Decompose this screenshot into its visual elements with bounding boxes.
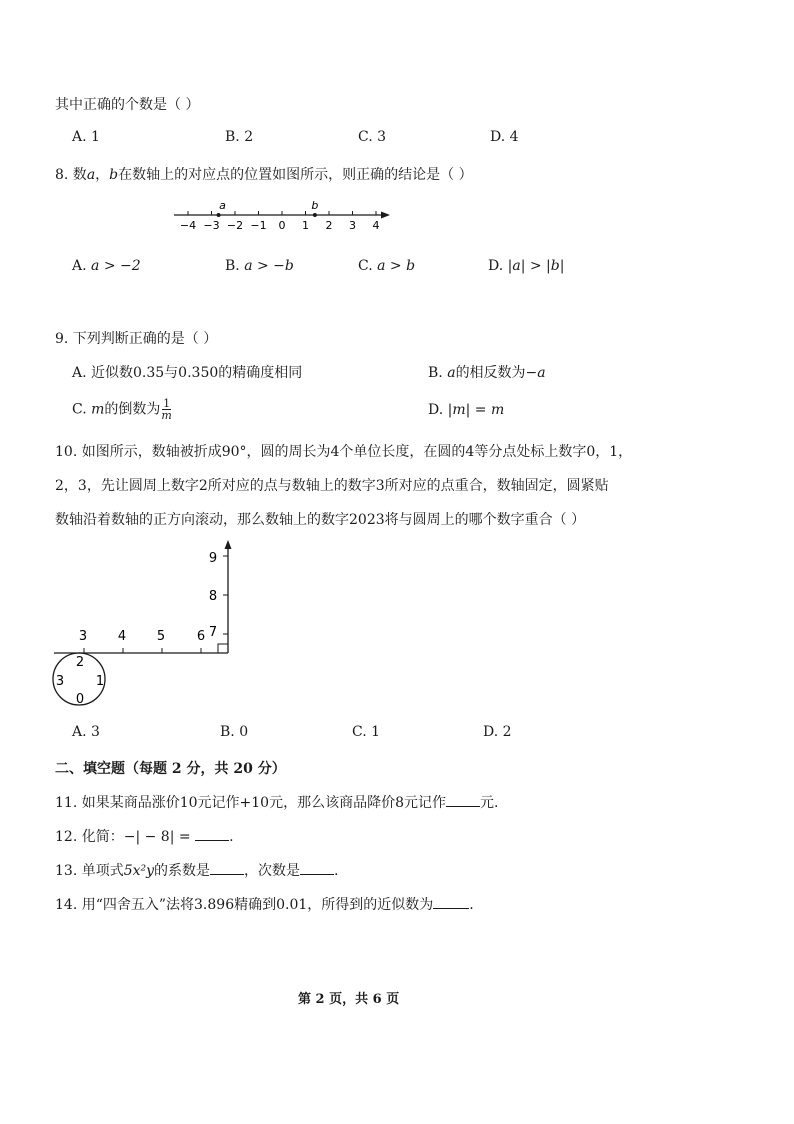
q7-stem: 其中正确的个数是（ ） (55, 97, 200, 113)
q10-stem-line2: 2，3，先让圆周上数字2所对应的点与数轴上的数字3所对应的点重合，数轴固定，圆紧贴 (55, 478, 609, 494)
fold-label-6: 6 (196, 629, 206, 644)
tick-label: −3 (203, 219, 220, 232)
tick-label: 3 (349, 219, 356, 232)
circle-label-3: 3 (55, 674, 65, 689)
point-b-label: b (311, 199, 319, 212)
section-fill-in-title: 二、填空题（每题 2 分，共 20 分） (55, 761, 286, 777)
q10-option-c: C. 1 (352, 724, 381, 740)
tick-label: 4 (372, 219, 380, 232)
q8-option-a: A. a > −2 (72, 258, 141, 274)
q14-answer-blank (433, 896, 469, 909)
q7-option-a: A. 1 (72, 129, 100, 145)
q10-option-a: A. 3 (72, 724, 100, 740)
fold-label-5: 5 (156, 629, 166, 644)
q10-stem-line1: 10. 如图所示，数轴被折成90°，圆的周长为4个单位长度，在圆的4等分点处标上数字0，1， (55, 444, 633, 460)
point-b (313, 213, 317, 217)
fold-label-8: 8 (208, 589, 218, 604)
circle-label-0: 0 (75, 692, 85, 707)
circle-label-1: 1 (95, 674, 105, 689)
q12-answer-blank (195, 828, 229, 841)
q13-degree-blank (300, 862, 334, 875)
q8-option-c: C. a > b (358, 258, 416, 274)
tick-label: −1 (250, 219, 267, 232)
q10-option-d: D. 2 (483, 724, 512, 740)
fold-label-3: 3 (78, 629, 88, 644)
circle-label-2: 2 (75, 655, 85, 670)
tick-label: 1 (302, 219, 309, 232)
q11-answer-blank (446, 794, 480, 807)
q8-option-d: D. |a| > |b| (488, 258, 565, 274)
q9-stem: 9. 下列判断正确的是（ ） (55, 331, 218, 347)
tick-label: 0 (278, 219, 286, 232)
q8-stem: 8. 数a，b在数轴上的对应点的位置如图所示，则正确的结论是（ ） (55, 167, 473, 183)
q14: 14. 用“四舍五入”法将3.896精确到0.01，所得到的近似数为 . (55, 897, 474, 913)
fraction-1-over-m: $\frac{1}{m}$ (161, 397, 172, 422)
q11: 11. 如果某商品涨价10元记作+10元，那么该商品降价8元记作 元. (55, 795, 499, 811)
page-footer: 第 2 页，共 6 页 (298, 992, 400, 1007)
q8-option-b: B. a > −b (225, 258, 294, 274)
q10-option-b: B. 0 (220, 724, 249, 740)
q10-folded-number-line (48, 538, 238, 710)
fold-label-4: 4 (117, 629, 127, 644)
q12: 12. 化简：−| − 8| = . (55, 829, 234, 845)
q7-option-b: B. 2 (225, 129, 254, 145)
point-a-label: a (219, 199, 226, 212)
q10-stem-line3: 数轴沿着数轴的正方向滚动，那么数轴上的数字2023将与圆周上的哪个数字重合（ ） (55, 512, 586, 528)
q9-option-c: C. m的倒数为 $\frac{1}{m}$ (72, 397, 172, 422)
q9-option-a: A. 近似数0.35与0.350的精确度相同 (72, 365, 303, 381)
point-a (217, 213, 221, 217)
q9-option-b: B. a的相反数为−a (428, 365, 546, 381)
q9-option-d: D. |m| = m (428, 402, 505, 418)
tick-label: −4 (179, 219, 197, 232)
q8-number-line (170, 198, 395, 234)
q7-option-d: D. 4 (490, 129, 519, 145)
fold-label-9: 9 (208, 551, 218, 566)
tick-label: −2 (226, 219, 244, 232)
fold-label-7: 7 (208, 625, 218, 640)
q13-coefficient-blank (210, 862, 244, 875)
q13: 13. 单项式5x²y的系数是 ，次数是 . (55, 863, 339, 879)
tick-label: 2 (325, 219, 333, 232)
q7-option-c: C. 3 (358, 129, 387, 145)
